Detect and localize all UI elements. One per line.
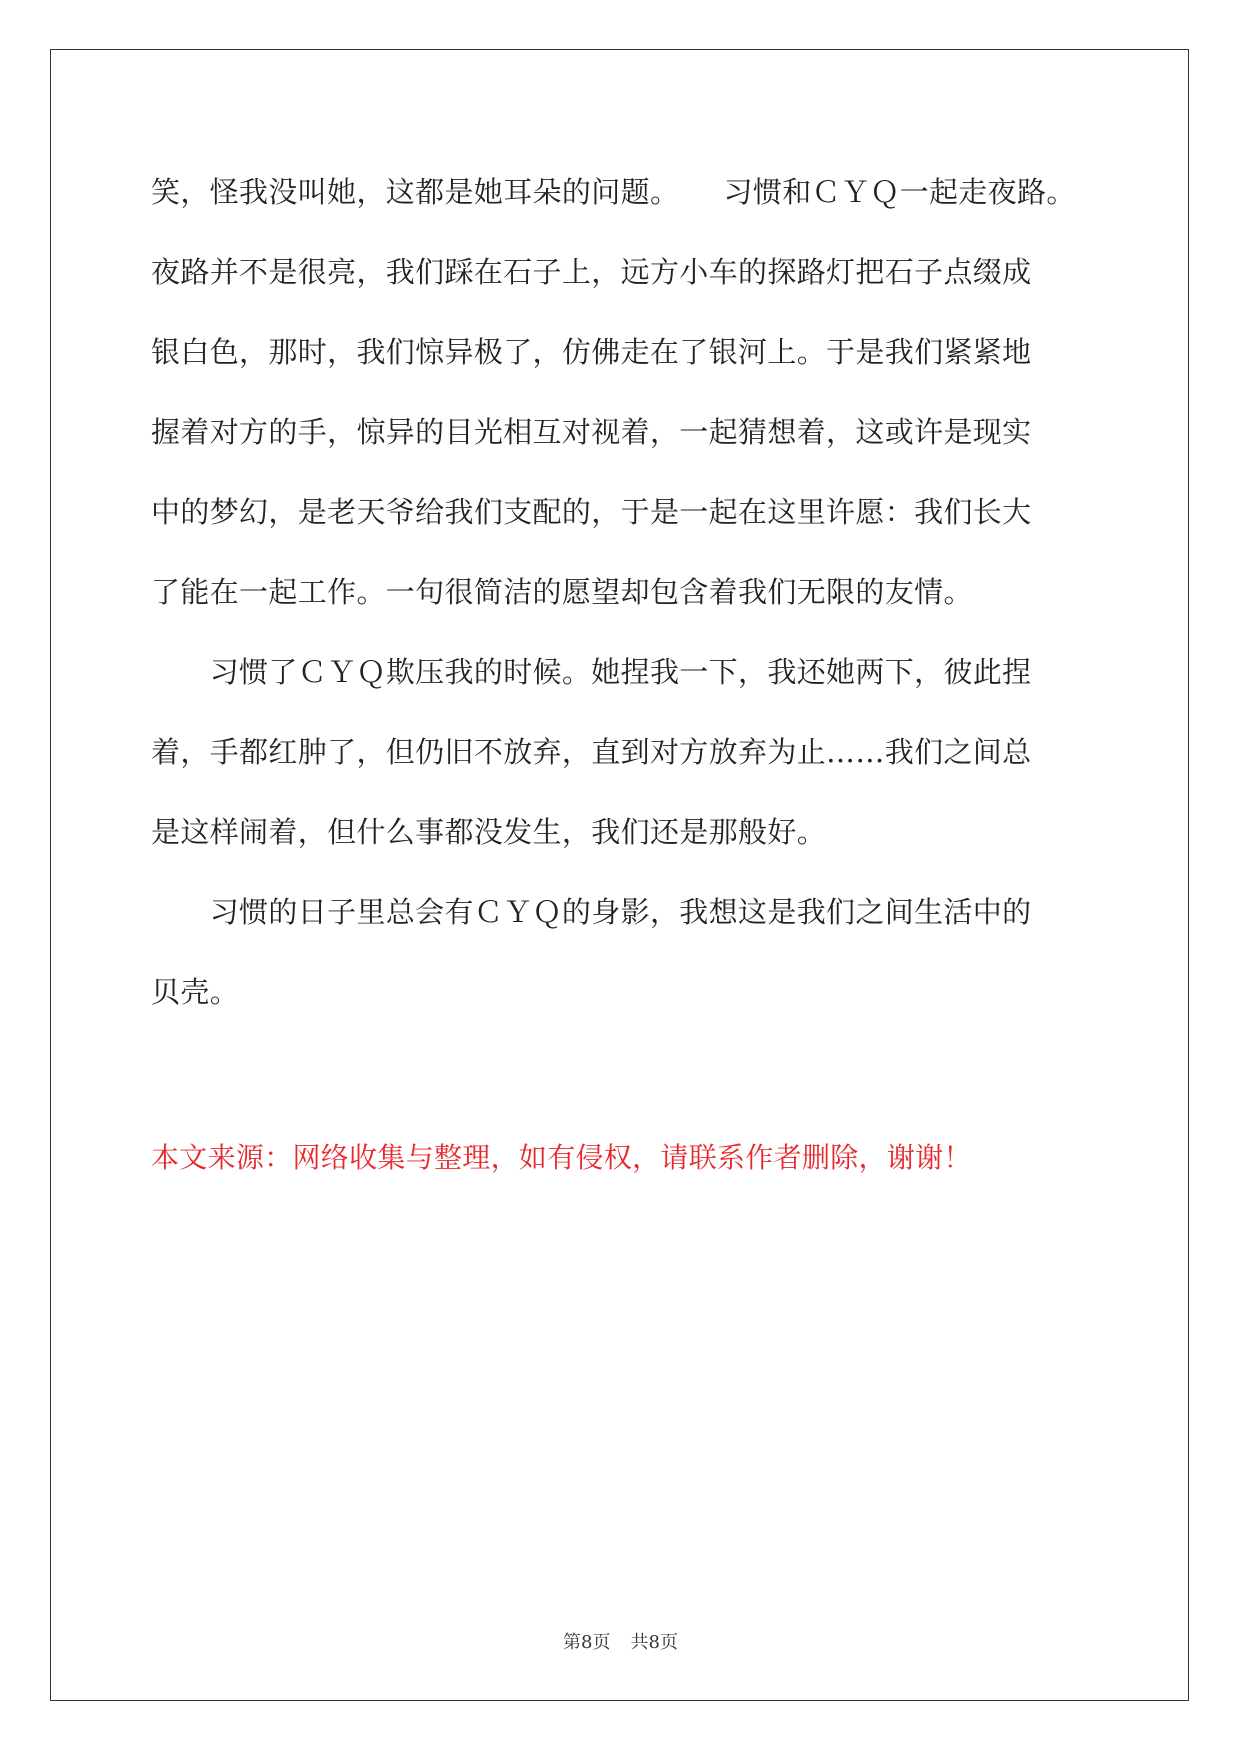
body-line: 银白色，那时，我们惊异极了，仿佛走在了银河上。于是我们紧紧地 — [151, 335, 1032, 369]
page-border — [50, 49, 1189, 1701]
page-number: 第8页 — [563, 1632, 611, 1653]
body-line: 贝壳。 — [151, 975, 240, 1009]
body-line: 握着对方的手，惊异的目光相互对视着，一起猜想着，这或许是现实 — [151, 415, 1032, 449]
page-total: 共8页 — [630, 1632, 678, 1653]
body-line: 中的梦幻，是老天爷给我们支配的，于是一起在这里许愿：我们长大 — [151, 495, 1032, 529]
body-line: 了能在一起工作。一句很简洁的愿望却包含着我们无限的友情。 — [151, 575, 973, 609]
page-footer — [0, 1628, 1241, 1654]
source-disclaimer: 本文来源：网络收集与整理，如有侵权，请联系作者删除，谢谢！ — [151, 1141, 972, 1174]
body-line: 夜路并不是很亮，我们踩在石子上，远方小车的探路灯把石子点缀成 — [151, 255, 1032, 289]
body-line: 是这样闹着，但什么事都没发生，我们还是那般好。 — [151, 815, 827, 849]
body-line: 笑，怪我没叫她，这都是她耳朵的问题。 习惯和ＣＹＱ一起走夜路。 — [151, 175, 1076, 209]
body-line: 着，手都红肿了，但仍旧不放弃，直到对方放弃为止……我们之间总 — [151, 735, 1032, 769]
body-line: 习惯了ＣＹＱ欺压我的时候。她捏我一下，我还她两下，彼此捏 — [151, 655, 1032, 689]
body-line: 习惯的日子里总会有ＣＹＱ的身影，我想这是我们之间生活中的 — [151, 895, 1032, 929]
